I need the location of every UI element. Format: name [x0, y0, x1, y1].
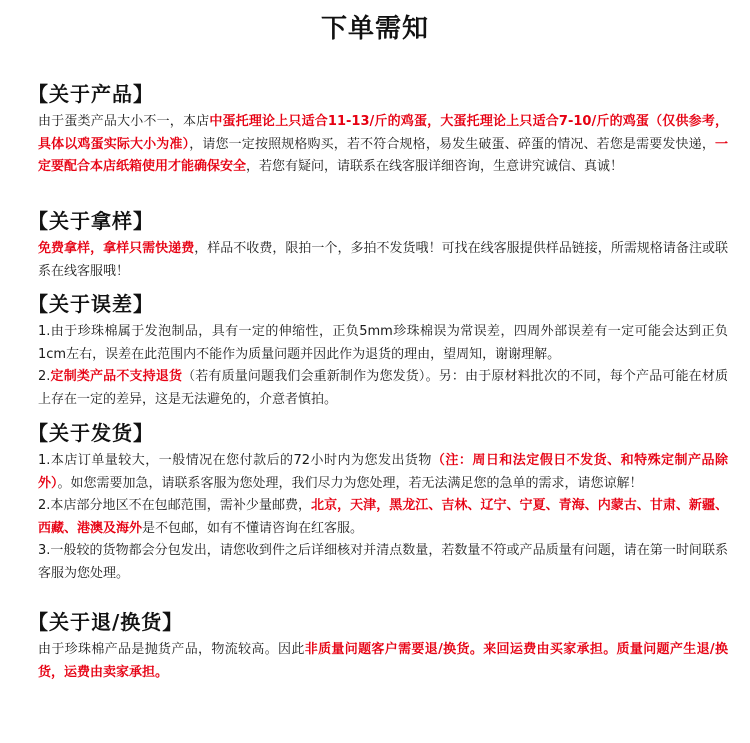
- page-title: 下单需知: [320, 14, 429, 44]
- paragraph: [28, 111, 728, 179]
- section-product: [28, 78, 728, 179]
- paragraph: [28, 639, 728, 684]
- body-text: 2.: [38, 369, 51, 384]
- highlight-text: 中蛋托理论上只适合11-13/斤的鸡蛋，大蛋托理论上只适合7-10/斤的鸡蛋（仅供参考，具体以鸡蛋实际大小为准）: [38, 114, 728, 152]
- body-text: 。如您需要加急，请联系客服为您处理，我们尽力为您处理，若无法满足您的急单的需求，请您谅解！: [57, 475, 643, 491]
- section-shipping: [28, 417, 728, 585]
- highlight-text: 定制类产品不支持退货: [50, 369, 183, 384]
- highlight-text: （注：周日和法定假日不发货、和特殊定制产品除外）: [38, 453, 728, 491]
- body-text: 由于珍珠棉产品是抛货产品，物流较高。因此: [38, 642, 305, 657]
- body-text: （若有质量问题我们会重新制作为您发货）。另：由于原材料批次的不同，每个产品可能在材质上存在一定的差异，这是无法避免的，介意者慎拍。: [38, 369, 728, 407]
- paragraph: [28, 495, 728, 540]
- section-sample: [28, 205, 728, 283]
- section-returns: [28, 606, 728, 684]
- body-text: 2.本店部分地区不在包邮范围，需补少量邮费，: [38, 498, 312, 513]
- highlight-text: 一定要配合本店纸箱使用才能确保安全: [38, 136, 728, 174]
- section-heading: 【关于误差】: [28, 292, 154, 316]
- section-heading: 【关于退/换货】: [28, 610, 184, 634]
- highlight-text: 免费拿样，拿样只需快递费: [38, 241, 195, 256]
- body-text: 1.本店订单量较大，一般情况在您付款后的72小时内为您发出货物: [38, 453, 432, 468]
- paragraph: [28, 540, 728, 585]
- section-heading: 【关于发货】: [28, 421, 154, 445]
- body-text: ，样品不收费，限拍一个，多拍不发货哦！可找在线客服提供样品链接，所需规格请备注或联系在线客服哦！: [38, 241, 728, 279]
- body-text: 1.由于珍珠棉属于发泡制品，具有一定的伸缩性，正负5mm珍珠棉误为常误差，四周外部误差有一定可能会达到正负1cm左右，误差在此范围内不能作为质量问题并因此作为退货的理由，望周知，谢谢理解。: [38, 324, 728, 362]
- paragraph: [28, 321, 728, 366]
- highlight-text: 非质量问题客户需要退/换货。来回运费由买家承担。质量问题产生退/换货，运费由卖家承担。: [38, 642, 728, 680]
- section-tolerance: [28, 288, 728, 411]
- section-heading: 【关于产品】: [28, 82, 154, 106]
- highlight-text: 北京，天津，黑龙江、吉林、辽宁、宁夏、青海、内蒙古、甘肃、新疆、西藏、港澳及海外: [38, 498, 728, 536]
- section-heading: 【关于拿样】: [28, 209, 154, 233]
- body-text: ，若您有疑问，请联系在线客服详细咨询，生意讲究诚信、真诚！: [246, 159, 624, 174]
- body-text: 3.一般较的货物都会分包发出，请您收到件之后详细核对并清点数量，若数量不符或产品质量有问题，请在第一时间联系客服为您处理。: [38, 543, 728, 581]
- paragraph: [28, 366, 728, 411]
- paragraph: [28, 450, 728, 495]
- body-text: ，请您一定按照规格购买，若不符合规格，易发生破蛋、碎蛋的情况、若您是需要发快递，: [189, 136, 715, 152]
- body-text: 是不包邮，如有不懂请咨询在红客服。: [142, 520, 364, 536]
- paragraph: [28, 238, 728, 283]
- body-text: 由于蛋类产品大小不一，本店: [38, 114, 210, 129]
